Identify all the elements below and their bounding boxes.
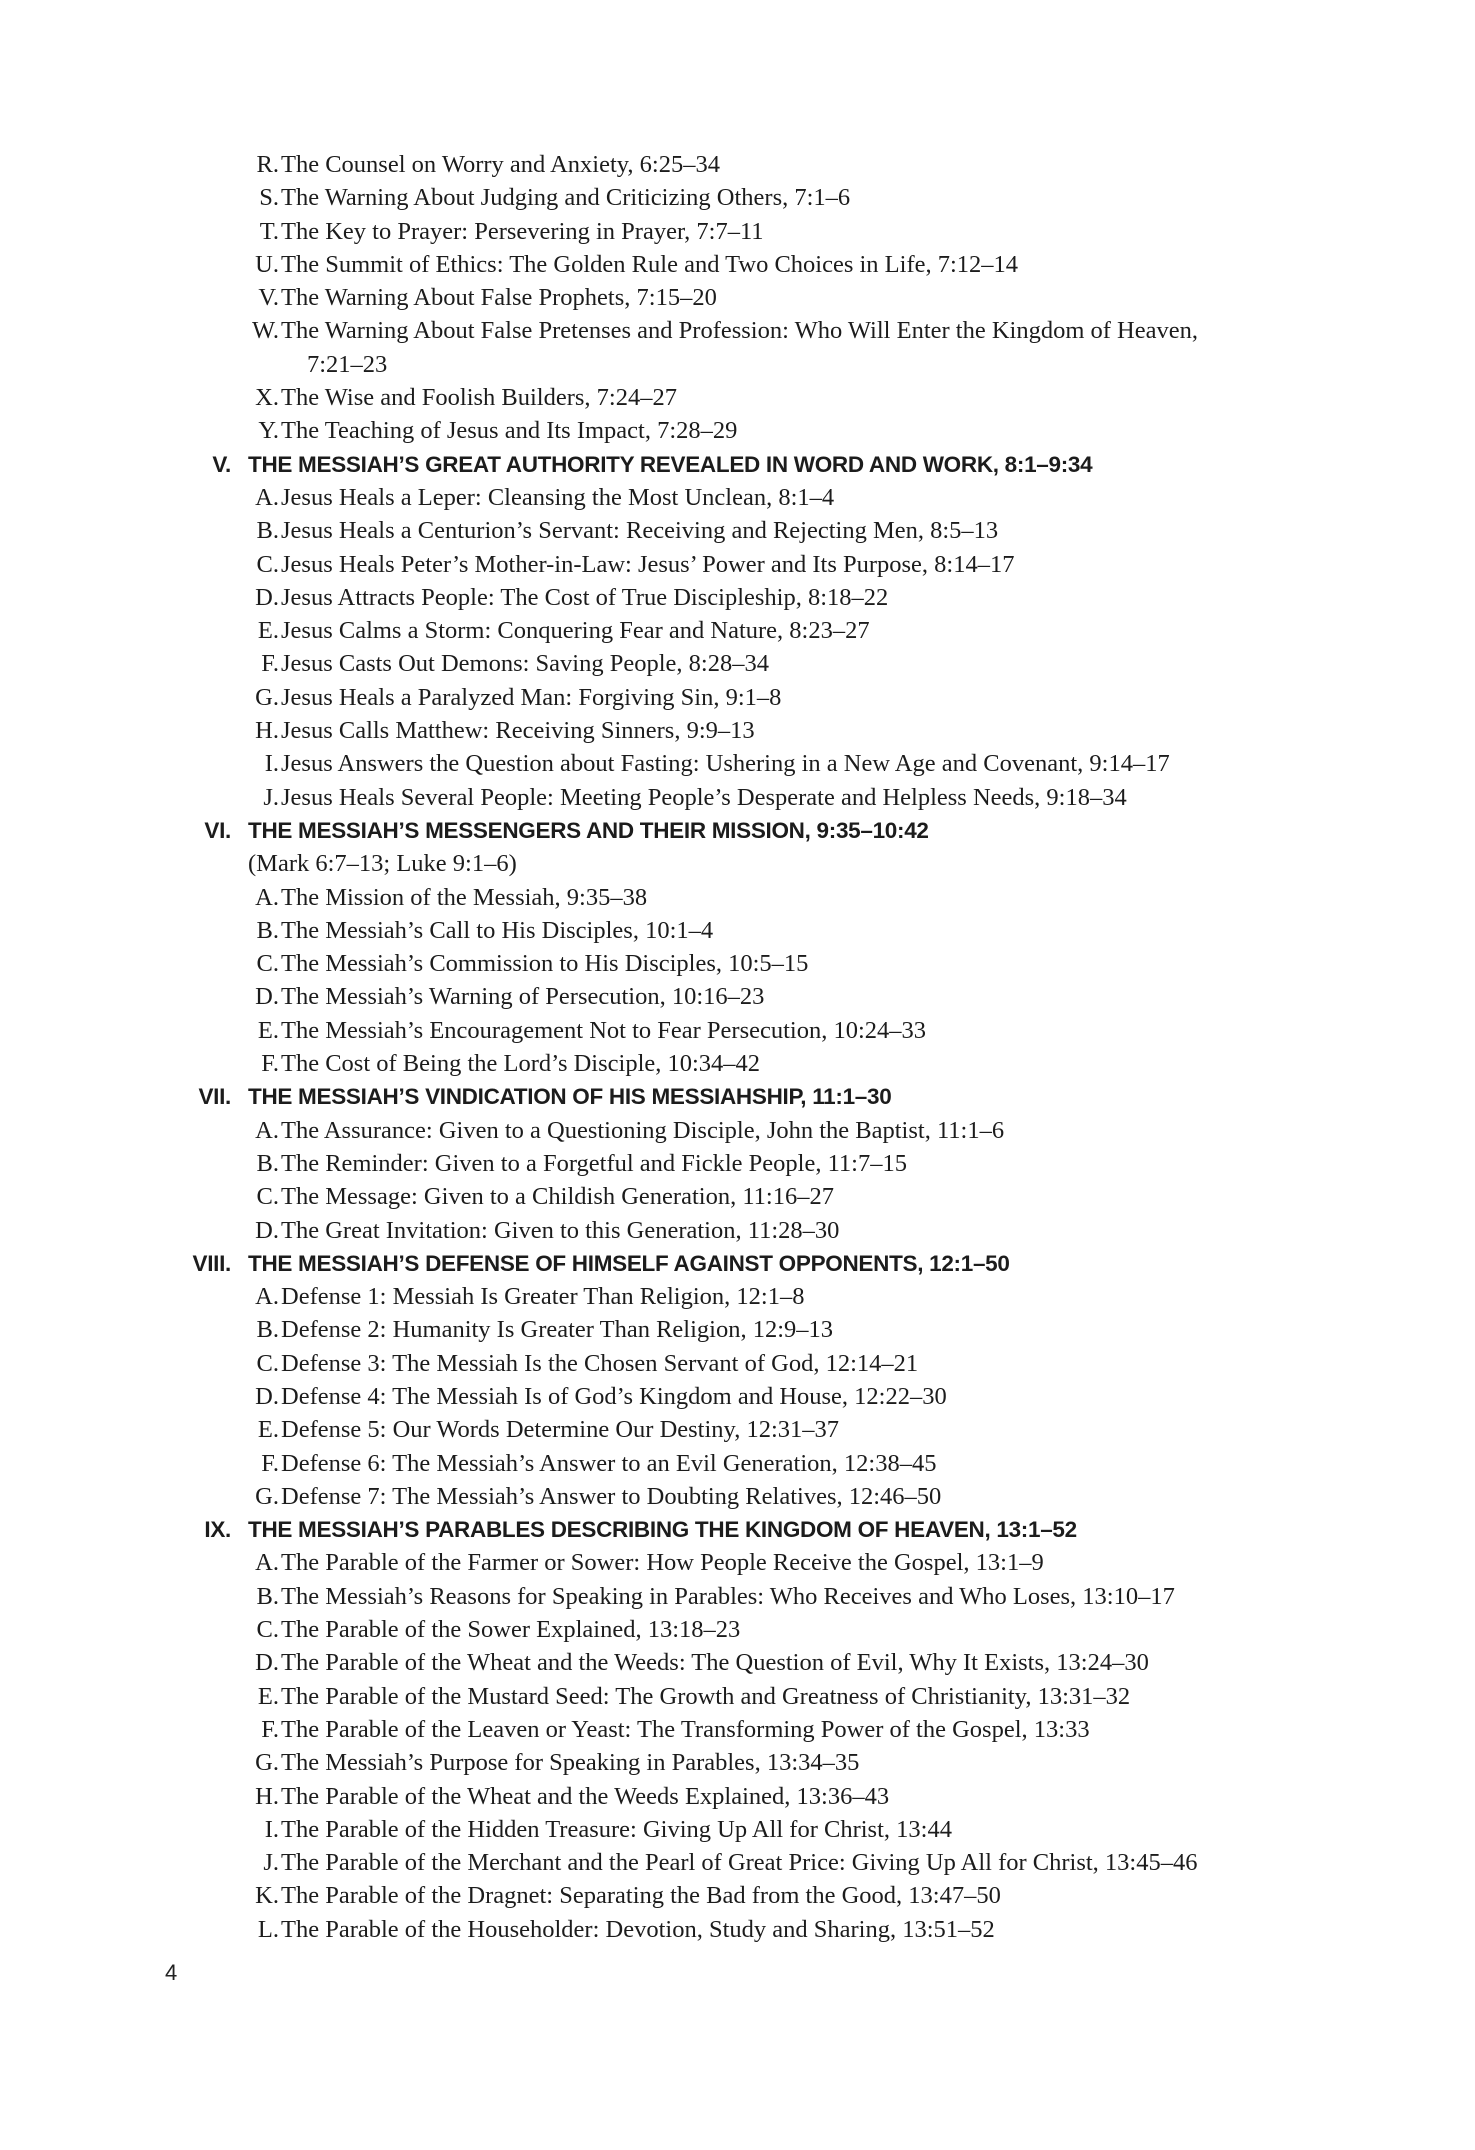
item-text: The Summit of Ethics: The Golden Rule and Two Choices in Life, 7:12–14	[281, 250, 1019, 278]
outline-item	[176, 1879, 1396, 1912]
outline-item	[176, 1147, 1396, 1180]
item-letter: V.	[258, 284, 279, 312]
outline-item	[176, 1546, 1396, 1579]
outline-item	[176, 1447, 1396, 1480]
section-heading	[176, 1247, 1396, 1280]
outline-item	[176, 781, 1396, 814]
outline-item	[176, 947, 1396, 980]
item-letter: X.	[255, 384, 279, 412]
outline-item	[176, 1746, 1396, 1779]
item-text: The Mission of the Messiah, 9:35–38	[281, 883, 648, 911]
item-text: Jesus Heals a Leper: Cleansing the Most Unclean, 8:1–4	[281, 483, 835, 511]
item-letter: C.	[256, 1183, 279, 1211]
item-text: Defense 2: Humanity Is Greater Than Religion, 12:9–13	[281, 1316, 834, 1344]
item-text: The Counsel on Worry and Anxiety, 6:25–34	[281, 151, 720, 178]
section-heading	[176, 448, 1396, 481]
outline-item	[176, 1014, 1396, 1047]
outline-item	[176, 548, 1396, 581]
outline-item	[176, 614, 1396, 647]
item-letter: B.	[256, 1582, 279, 1610]
item-text: Jesus Heals a Paralyzed Man: Forgiving Sin, 9:1–8	[281, 683, 782, 711]
item-text: The Reminder: Given to a Forgetful and Fickle People, 11:7–15	[281, 1149, 907, 1177]
outline-item	[176, 1214, 1396, 1247]
section-title: THE MESSIAH’S VINDICATION OF HIS MESSIAHSHIP, 11:1–30	[248, 1084, 892, 1110]
item-text: The Cost of Being the Lord’s Disciple, 10:34–42	[281, 1050, 761, 1078]
item-text: The Warning About False Prophets, 7:15–20	[281, 284, 717, 312]
outline-item	[176, 414, 1396, 447]
item-text: The Messiah’s Call to His Disciples, 10:1–4	[281, 916, 714, 944]
outline-item	[176, 314, 1396, 381]
outline-item	[176, 215, 1396, 248]
outline-item	[176, 980, 1396, 1013]
item-letter: C.	[256, 1616, 279, 1644]
section-numeral: IX.	[204, 1517, 231, 1543]
item-text: The Assurance: Given to a Questioning Disciple, John the Baptist, 11:1–6	[281, 1116, 1005, 1144]
outline-item	[176, 1646, 1396, 1679]
item-letter: H.	[255, 717, 279, 745]
item-text: The Parable of the Mustard Seed: The Growth and Greatness of Christianity, 13:31–32	[281, 1682, 1131, 1710]
item-text: The Key to Prayer: Persevering in Prayer, 7:7–11	[281, 217, 764, 245]
item-text: Defense 1: Messiah Is Greater Than Religion, 12:1–8	[281, 1283, 805, 1311]
item-letter: A.	[255, 1549, 279, 1577]
outline-item	[176, 248, 1396, 281]
item-text	[281, 314, 1396, 381]
item-letter: K.	[255, 1882, 279, 1910]
item-text: The Wise and Foolish Builders, 7:24–27	[281, 384, 677, 412]
item-text: The Messiah’s Purpose for Speaking in Parables, 13:34–35	[281, 1749, 860, 1777]
item-letter: A.	[255, 1116, 279, 1144]
item-letter: U.	[255, 250, 279, 278]
note-text: (Mark 6:7–13; Luke 9:1–6)	[248, 850, 517, 878]
section-title: THE MESSIAH’S MESSENGERS AND THEIR MISSION, 9:35–10:42	[248, 817, 929, 843]
page-number: 4	[165, 1960, 178, 1985]
item-text: The Teaching of Jesus and Its Impact, 7:28–29	[281, 417, 738, 445]
item-text: The Messiah’s Encouragement Not to Fear Persecution, 10:24–33	[281, 1016, 927, 1044]
outline-item	[176, 681, 1396, 714]
item-text: Defense 6: The Messiah’s Answer to an Evil Generation, 12:38–45	[281, 1449, 937, 1477]
item-letter: J.	[263, 783, 279, 811]
outline-item	[176, 1347, 1396, 1380]
item-letter: T.	[259, 217, 279, 245]
item-letter: B.	[256, 916, 279, 944]
item-text: The Messiah’s Warning of Persecution, 10:16–23	[281, 983, 765, 1011]
item-text: Jesus Answers the Question about Fasting: Ushering in a New Age and Covenant, 9:14–17	[281, 750, 1170, 778]
item-text-continuation: 7:21–23	[307, 350, 388, 378]
section-numeral: VIII.	[192, 1250, 231, 1276]
item-text: Jesus Casts Out Demons: Saving People, 8:28–34	[281, 650, 769, 678]
item-text: The Parable of the Hidden Treasure: Giving Up All for Christ, 13:44	[281, 1815, 952, 1843]
item-text: The Parable of the Leaven or Yeast: The Transforming Power of the Gospel, 13:33	[281, 1715, 1090, 1743]
section-numeral: VI.	[204, 817, 231, 843]
section-title: THE MESSIAH’S PARABLES DESCRIBING THE KINGDOM OF HEAVEN, 13:1–52	[248, 1517, 1077, 1543]
outline-item	[176, 148, 1396, 181]
outline-item	[176, 1280, 1396, 1313]
item-letter: I.	[264, 1815, 279, 1843]
item-letter: B.	[256, 517, 279, 545]
item-letter: D.	[255, 583, 279, 611]
item-text: Jesus Calls Matthew: Receiving Sinners, 9:9–13	[281, 717, 755, 745]
item-letter: E.	[257, 1016, 279, 1044]
outline-item	[176, 181, 1396, 214]
outline-item	[176, 1047, 1396, 1080]
outline-item	[176, 481, 1396, 514]
item-letter: F.	[261, 1715, 279, 1743]
item-text: The Parable of the Wheat and the Weeds: The Question of Evil, Why It Exists, 13:24–30	[281, 1649, 1149, 1677]
outline-item	[176, 1313, 1396, 1346]
item-letter: D.	[255, 1649, 279, 1677]
section-numeral: VII.	[198, 1084, 231, 1110]
item-text: Jesus Heals Peter’s Mother-in-Law: Jesus’ Power and Its Purpose, 8:14–17	[281, 550, 1015, 578]
outline-item	[176, 1413, 1396, 1446]
item-letter: D.	[255, 983, 279, 1011]
item-letter: C.	[256, 550, 279, 578]
item-letter: C.	[256, 950, 279, 978]
outline-item	[176, 381, 1396, 414]
item-letter: S.	[259, 184, 279, 212]
outline-item	[176, 747, 1396, 780]
section-heading	[176, 1080, 1396, 1113]
outline-item	[176, 1380, 1396, 1413]
section-heading	[176, 814, 1396, 847]
outline-item	[176, 1780, 1396, 1813]
item-text: Jesus Calms a Storm: Conquering Fear and Nature, 8:23–27	[281, 617, 870, 645]
item-letter: Y.	[258, 417, 279, 445]
item-letter: A.	[255, 483, 279, 511]
item-text: The Parable of the Farmer or Sower: How People Receive the Gospel, 13:1–9	[281, 1549, 1044, 1577]
section-heading	[176, 1513, 1396, 1546]
item-letter: W.	[251, 317, 279, 345]
item-letter: R.	[256, 151, 279, 178]
item-text: The Parable of the Wheat and the Weeds Explained, 13:36–43	[281, 1782, 890, 1810]
item-letter: E.	[257, 1682, 279, 1710]
item-text: The Messiah’s Commission to His Disciples, 10:5–15	[281, 950, 809, 978]
outline-item	[176, 714, 1396, 747]
item-text: The Parable of the Merchant and the Pearl of Great Price: Giving Up All for Christ, 13:45–46	[281, 1849, 1198, 1877]
item-letter: G.	[255, 1749, 279, 1777]
outline-item	[176, 281, 1396, 314]
item-text: Defense 3: The Messiah Is the Chosen Servant of God, 12:14–21	[281, 1349, 919, 1377]
outline-item	[176, 1580, 1396, 1613]
outline-item	[176, 647, 1396, 680]
outline-item	[176, 1180, 1396, 1213]
section-title: THE MESSIAH’S GREAT AUTHORITY REVEALED IN WORD AND WORK, 8:1–9:34	[248, 451, 1093, 477]
item-text: The Parable of the Householder: Devotion, Study and Sharing, 13:51–52	[281, 1915, 995, 1943]
item-letter: E.	[257, 617, 279, 645]
outline-item	[176, 1913, 1396, 1946]
item-letter: D.	[255, 1382, 279, 1410]
item-letter: I.	[264, 750, 279, 778]
outline-list	[176, 148, 1396, 1946]
item-letter: H.	[255, 1782, 279, 1810]
item-text: The Message: Given to a Childish Generation, 11:16–27	[281, 1183, 834, 1211]
outline-item	[176, 514, 1396, 547]
item-letter: C.	[256, 1349, 279, 1377]
item-text-line: The Warning About False Pretenses and Profession: Who Will Enter the Kingdom of Heaven,	[281, 317, 1198, 345]
outline-item	[176, 881, 1396, 914]
item-text: The Warning About Judging and Criticizing Others, 7:1–6	[281, 184, 851, 212]
item-text: The Parable of the Sower Explained, 13:18–23	[281, 1616, 741, 1644]
item-letter: E.	[257, 1416, 279, 1444]
outline-item	[176, 1713, 1396, 1746]
outline-item	[176, 1813, 1396, 1846]
item-letter: B.	[256, 1149, 279, 1177]
outline-item	[176, 914, 1396, 947]
item-letter: B.	[256, 1316, 279, 1344]
item-text: Defense 4: The Messiah Is of God’s Kingdom and House, 12:22–30	[281, 1382, 947, 1410]
item-text: Jesus Attracts People: The Cost of True Discipleship, 8:18–22	[281, 583, 889, 611]
item-text: The Parable of the Dragnet: Separating the Bad from the Good, 13:47–50	[281, 1882, 1001, 1910]
outline-item	[176, 581, 1396, 614]
outline-item	[176, 1114, 1396, 1147]
item-text: Defense 7: The Messiah’s Answer to Doubting Relatives, 12:46–50	[281, 1482, 942, 1510]
item-letter: G.	[255, 683, 279, 711]
item-letter: A.	[255, 883, 279, 911]
outline-item	[176, 1846, 1396, 1879]
item-letter: D.	[255, 1216, 279, 1244]
item-letter: F.	[261, 1050, 279, 1078]
item-letter: G.	[255, 1482, 279, 1510]
outline-item	[176, 1680, 1396, 1713]
item-letter: F.	[261, 1449, 279, 1477]
item-letter: F.	[261, 650, 279, 678]
item-letter: J.	[263, 1849, 279, 1877]
section-note	[176, 847, 1396, 880]
section-numeral: V.	[212, 451, 231, 477]
item-text: Jesus Heals Several People: Meeting People’s Desperate and Helpless Needs, 9:18–34	[281, 783, 1127, 811]
item-letter: L.	[257, 1915, 279, 1943]
outline-item	[176, 1480, 1396, 1513]
item-text: The Great Invitation: Given to this Generation, 11:28–30	[281, 1216, 840, 1244]
item-text: The Messiah’s Reasons for Speaking in Parables: Who Receives and Who Loses, 13:10–17	[281, 1582, 1175, 1610]
section-title: THE MESSIAH’S DEFENSE OF HIMSELF AGAINST OPPONENTS, 12:1–50	[248, 1250, 1010, 1276]
item-letter: A.	[255, 1283, 279, 1311]
outline-item	[176, 1613, 1396, 1646]
item-text: Jesus Heals a Centurion’s Servant: Receiving and Rejecting Men, 8:5–13	[281, 517, 999, 545]
item-text: Defense 5: Our Words Determine Our Destiny, 12:31–37	[281, 1416, 840, 1444]
